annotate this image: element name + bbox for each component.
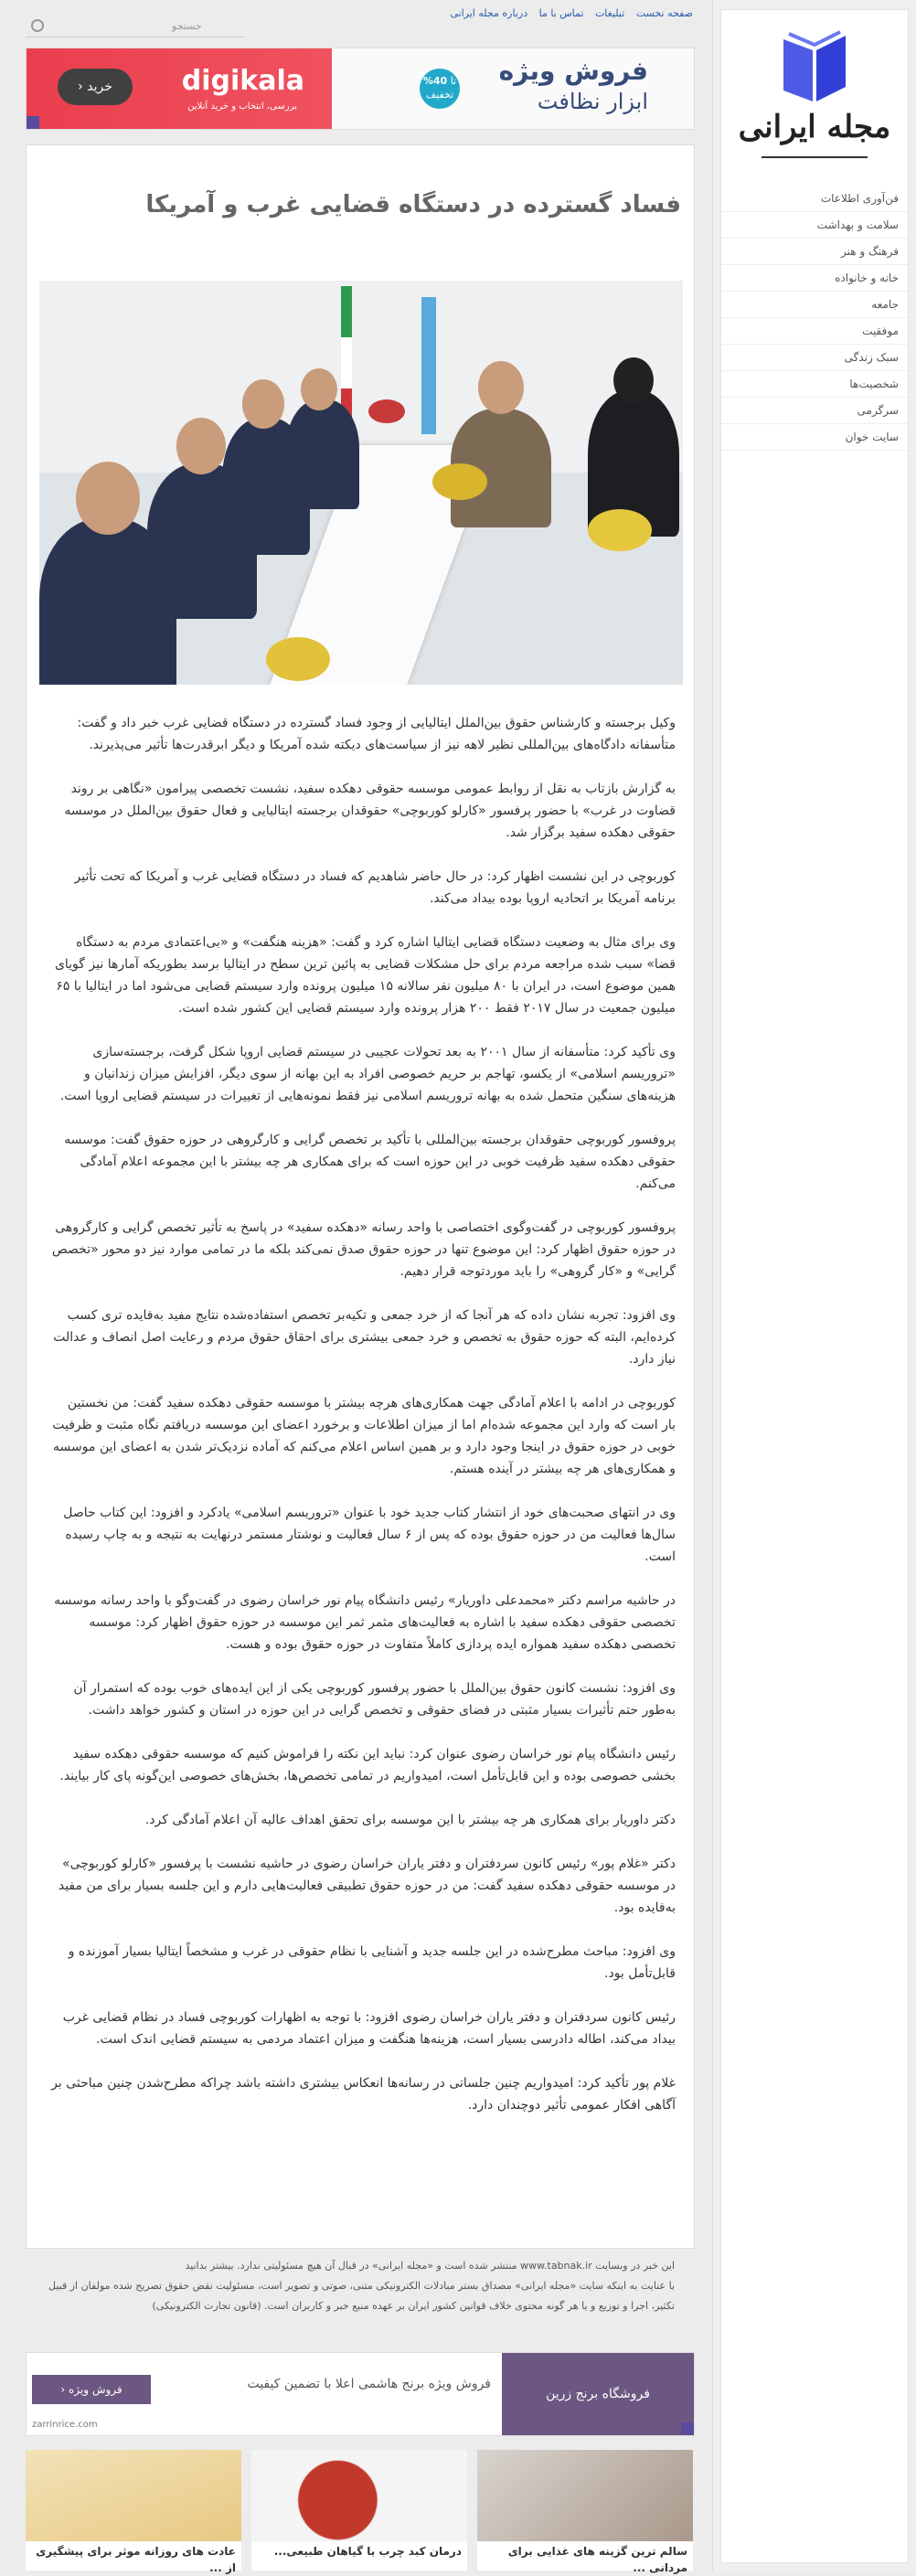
nav-about[interactable]: درباره مجله ایرانی	[450, 7, 528, 19]
sidebar-panel	[720, 9, 909, 2563]
person-1-head	[76, 462, 140, 535]
recommended-item[interactable]	[251, 2450, 467, 2571]
paragraph: رئیس دانشگاه پیام نور خراسان رضوی عنوان کرد: نباید این نکته را فراموش کنیم که موسسه حقوقی دهکده سفید بخشی خصوصی بوده و این قابل‌تأمل است، امیدواریم در تمامی تخصص‌ها، بخش‌های خصوصی این‌گونه پای کار بیایند.	[59, 1747, 676, 1783]
book-logo-icon	[780, 30, 849, 103]
menu-item-fun[interactable]: سرگرمی	[721, 398, 908, 424]
blue-flag-icon	[421, 297, 436, 434]
fruit-bowl-4	[368, 399, 405, 423]
sale-panel	[332, 48, 694, 129]
buy-button-label: خرید	[87, 80, 112, 94]
article-body	[50, 712, 676, 2138]
source-line[interactable]: این خبر در وبسایت www.tabnak.ir منتشر شده است و «مجله ایرانی» در قبال آن هیچ مسئولیتی ندارد. بیشتر بدانید	[185, 2260, 675, 2272]
paragraph: دکتر داوریار برای همکاری هر چه بیشتر با این موسسه برای تحقق اهداف عالیه آن اعلام آمادگی کرد.	[144, 1813, 676, 1827]
digikala-logo: digikala	[181, 65, 304, 97]
recommended-title: عادت های روزانه موثر برای پیشگیری از ...	[36, 2545, 236, 2574]
zarrin-url: zarrinrice.com	[32, 2420, 98, 2430]
category-menu	[721, 186, 908, 451]
zarrin-rice-ad[interactable]	[26, 2352, 695, 2436]
paragraph: وی در انتهای صحبت‌های خود از انتشار کتاب جدید خود با عنوان «تروریسم اسلامی» یادکرد و افزود: این کتاب حاصل سال‌ها فعالیت من در حوزه حقوق بوده که پس از ۶ سال فعالیت و نوشتار مستمر درنهایت به نتیجه و به چاپ رسیده است.	[63, 1506, 676, 1564]
sale-headline: فروش ویژه	[498, 56, 648, 86]
sidebar	[712, 0, 916, 2571]
discount-label: تخفیف	[425, 89, 454, 101]
digikala-tagline: بررسی، انتخاب و خرید آنلاین	[187, 101, 297, 112]
person-3-head	[242, 379, 284, 429]
fruit-bowl-2	[432, 463, 487, 500]
fruit-bowl-3	[588, 509, 652, 551]
man-eating-thumbnail	[477, 2450, 693, 2541]
menu-item-site-reader[interactable]: سایت خوان	[721, 424, 908, 451]
menu-item-culture[interactable]: فرهنگ و هنر	[721, 239, 908, 265]
paragraph: پروفسور کوربوچی در گفت‌وگوی اختصاصی با واحد رسانه «دهکده سفید» در پاسخ به تأثیر تخصص گرایی و کارگروهی در حوزه حقوق اظهار کرد: این موضوع تنها در حوزه حقوق صدق نمی‌کند بلکه ما در تمامی موارد نیز دو محور «تخصص گرایی» و «کار گروهی» را باید موردتوجه قرار دهیم.	[51, 1220, 676, 1279]
source-disclaimer	[44, 2256, 675, 2316]
menu-item-health[interactable]: سلامت و بهداشت	[721, 212, 908, 239]
article-title: فساد گسترده در دستگاه قضایی غرب و آمریکا	[145, 191, 681, 218]
recommended-title: سالم ترین گزینه های غذایی برای مردانی ...	[507, 2545, 687, 2574]
bone-thumbnail	[26, 2450, 241, 2541]
menu-item-people[interactable]: شخصیت‌ها	[721, 371, 908, 398]
recommended-item[interactable]	[477, 2450, 693, 2574]
fruit-bowl-1	[266, 637, 330, 681]
main-column	[26, 0, 693, 2574]
special-sale-label: فروش ویژه	[68, 2383, 122, 2396]
menu-item-family[interactable]: خانه و خانواده	[721, 265, 908, 292]
menu-item-it[interactable]: فن‌آوری اطلاعات	[721, 186, 908, 212]
paragraph: غلام پور تأکید کرد: امیدواریم چنین جلساتی در رسانه‌ها انعکاس بیشتری داشته باشد چراکه مطرح‌شدن چنین مباحثی بر آگاهی افکار عمومی تأثیر دوچندان دارد.	[51, 2076, 676, 2113]
logo-underline	[762, 156, 868, 158]
article-card	[26, 144, 695, 2249]
nav-contact[interactable]: تماس با ما	[538, 7, 584, 19]
digikala-banner-ad[interactable]	[26, 48, 695, 130]
photo-wall	[39, 281, 683, 473]
ad-choice-icon[interactable]	[681, 2422, 694, 2435]
nav-ads[interactable]: تبلیغات	[594, 7, 625, 19]
person-6-head	[613, 357, 654, 403]
discount-prefix: تا	[450, 75, 457, 87]
discount-badge	[420, 69, 460, 109]
paragraph: وی برای مثال به وضعیت دستگاه قضایی ایتالیا اشاره کرد و گفت: «هزینه هنگفت» و «بی‌اعتمادی مردم به دستگاه قضا» سبب شده مراجعه مردم برای حل مشکلات قضایی به پائین ترین سطح در ایتالیا برسد بطوریکه آمارها نیز گویای همین موضوع است، در ایران با ۸۰ میلیون نفر سالانه ۱۵ میلیون پرونده وارد سیستم قضایی می‌شود اما در ایتالیا با ۶۵ میلیون جمعیت در سال ۲۰۱۷ فقط ۲۰۰ هزار پرونده وارد سیستم قضایی این کشور شده است.	[54, 935, 676, 1016]
search-icon[interactable]	[31, 19, 44, 32]
logo-text: مجله ایرانی	[738, 109, 891, 145]
paragraph: کوربوچی در این نشست اظهار کرد: در حال حاضر شاهدیم که فساد در دستگاه قضایی غرب و آمریکا که تحت تأثیر برنامه آمریکا بر اتحادیه اروپا بوده بیداد می‌کند.	[74, 869, 676, 906]
search-placeholder: جستجو	[172, 20, 202, 32]
paragraph: در حاشیه مراسم دکتر «محمدعلی داوریار» رئیس دانشگاه پیام نور خراسان رضوی در گفت‌وگو با واحد رسانه موسسه تخصصی حقوقی دهکده سفید با اشاره به فعالیت‌های مثمر ثمر این موسسه در حوزه حقوق اظهار کرد: موسسه تخصصی دهکده سفید همواره ایده پردازی کاملاً متفاوت در حوزه حقوق بوده و هست.	[54, 1593, 676, 1652]
paragraph: وی افزود: نشست کانون حقوق بین‌الملل با حضور پرفسور کوربوچی یکی از این ایده‌های خوب بوده که استمرار آن به‌طور حتم تأثیرات بسیار مثبتی در فضای حقوقی و تخصص گرایی در این حوزه در استان و کشور خواهد داشت.	[73, 1681, 676, 1718]
paragraph: وکیل برجسته و کارشناس حقوق بین‌الملل ایتالیایی از وجود فساد گسترده در دستگاه قضایی غرب خبر داد و گفت: متأسفانه دادگاه‌های بین‌المللی نظیر لاهه نیز از سیاست‌های دیکته شده آمریکا و دیگر ابرقدرت‌ها تأثیر می‌پذیرند.	[77, 716, 676, 752]
person-5-head	[478, 361, 524, 414]
search-input[interactable]	[26, 16, 245, 37]
liver-food-thumbnail	[251, 2450, 467, 2541]
person-4	[286, 399, 359, 509]
site-logo[interactable]	[721, 10, 908, 165]
zarrin-ad-text: فروش ویژه برنج هاشمی اعلا با تضمین کیفیت	[247, 2377, 491, 2391]
special-sale-button[interactable]: فروش ویژه ‹	[32, 2375, 151, 2404]
sale-subline: ابزار نظافت	[537, 89, 648, 114]
paragraph: کوربوچی در ادامه با اعلام آمادگی جهت همکاری‌های هرچه بیشتر با موسسه حقوقی دهکده سفید گفت: من نخستین بار است که وارد این مجموعه شده‌ام اما از میزان اطلاعات و برخورد اعضای این موسسه دریافتم نگاه مثبت و ظرفیت خوبی در حوزه حقوق در اینجا وجود دارد و بر همین اساس اعلام می‌کنم که آماده نزدیک‌تر شدن به اعضای این موسسه و همکاری‌های هر چه بیشتر در آینده هستم.	[52, 1396, 676, 1476]
menu-item-society[interactable]: جامعه	[721, 292, 908, 318]
paragraph: پروفسور کوربوچی حقوقدان برجسته بین‌المللی با تأکید بر تخصص گرایی و کارگروهی در حوزه حقوق گفت: موسسه حقوقی دهکده سفید ظرفیت خوبی در این حوزه است که برای همکاری هر چه بیشتر با این مجموعه اعلام آمادگی می‌کنم.	[64, 1133, 676, 1191]
digikala-panel	[27, 48, 332, 129]
person-4-head	[301, 368, 337, 410]
recommended-item[interactable]	[26, 2450, 241, 2574]
legal-notice: با عنایت به اینکه سایت «مجله ایرانی» مصداق بستر مبادلات الکترونیکی متنی، صوتی و تصویر است، مسئولیت نقض حقوق تصریح شده مولفان از قبیل تکثیر، اجرا و توزیع و یا هر گونه محتوی خلاف قوانین کشور ایران بر عهده منبع خبر و کاربران است. (قانون تجارت الکترونیکی)	[48, 2280, 675, 2312]
menu-item-success[interactable]: موفقیت	[721, 318, 908, 345]
buy-button[interactable]: خرید ‹	[58, 69, 133, 105]
paragraph: وی تأکید کرد: متأسفانه از سال ۲۰۰۱ به بعد تحولات عجیبی در سیستم قضایی اروپا شکل گرفت، برجسته‌سازی «تروریسم اسلامی» از یکسو، تهاجم بر حریم خصوصی افراد به این بهانه از سوی دیگر، افزایش میزان زندانیان و هزینه‌های سنگین متحمل شده به بهانه تروریسم اسلامی نیز فقط نمونه‌هایی از تغییرات در سیستم قضایی اروپا است.	[59, 1045, 676, 1103]
zarrin-store-name: فروشگاه برنج زرین	[502, 2353, 694, 2435]
article-photo	[39, 281, 683, 685]
paragraph: رئیس کانون سردفتران و دفتر یاران خراسان رضوی افزود: با توجه به اظهارات کوربوچی فساد در نظام قضایی غرب بیداد می‌کند، اطاله دادرسی بسیار است، هزینه‌ها هنگفت و میزان اعتماد مردمی به سیستم قضایی اندک است.	[62, 2010, 676, 2047]
paragraph: وی افزود: تجربه نشان داده که هر آنجا که از خرد جمعی و تکیه‌بر تخصص استفاده‌شده نتایج مفید به‌فایده تری کسب کرده‌ایم، البته که حوزه حقوق به تخصص و خرد جمعی بیشتری برای احقاق حقوق مردم و رعایت اصل انصاف و عدالت نیاز دارد.	[53, 1308, 676, 1367]
paragraph: وی افزود: مباحث مطرح‌شده در این جلسه جدید و آشنایی با نظام حقوقی در غرب و مشخصاً ایتالیا بسیار آموزنده و قابل‌تأمل بود.	[68, 1944, 676, 1981]
recommended-title: درمان کبد چرب با گیاهان طبیعی...	[273, 2545, 462, 2558]
menu-item-lifestyle[interactable]: سبک زندگی	[721, 345, 908, 371]
person-2-head	[176, 418, 226, 474]
nav-home[interactable]: صفحه نخست	[635, 7, 693, 19]
discount-percent: 40%	[422, 75, 448, 87]
ad-choice-icon[interactable]	[27, 116, 39, 129]
paragraph: به گزارش بازتاب به نقل از روابط عمومی موسسه حقوقی دهکده سفید، نشست تخصصی پیرامون «نگاهی بر روند قضاوت در غرب» با حضور پرفسور «کارلو کوربوچی» حقوقدان برجسته ایتالیایی و فعال حقوق بین‌الملل در موسسه حقوقی دهکده سفید برگزار شد.	[64, 782, 676, 840]
paragraph: دکتر «غلام پور» رئیس کانون سردفتران و دفتر یاران خراسان رضوی در حاشیه نشست با پرفسور «کارلو کوربوچی» در موسسه حقوقی دهکده سفید گفت: من در حوزه حقوق تطبیقی فعالیت‌هایی دارم و این جلسه بسیار برای من مفید به‌فایده بود.	[58, 1857, 676, 1915]
